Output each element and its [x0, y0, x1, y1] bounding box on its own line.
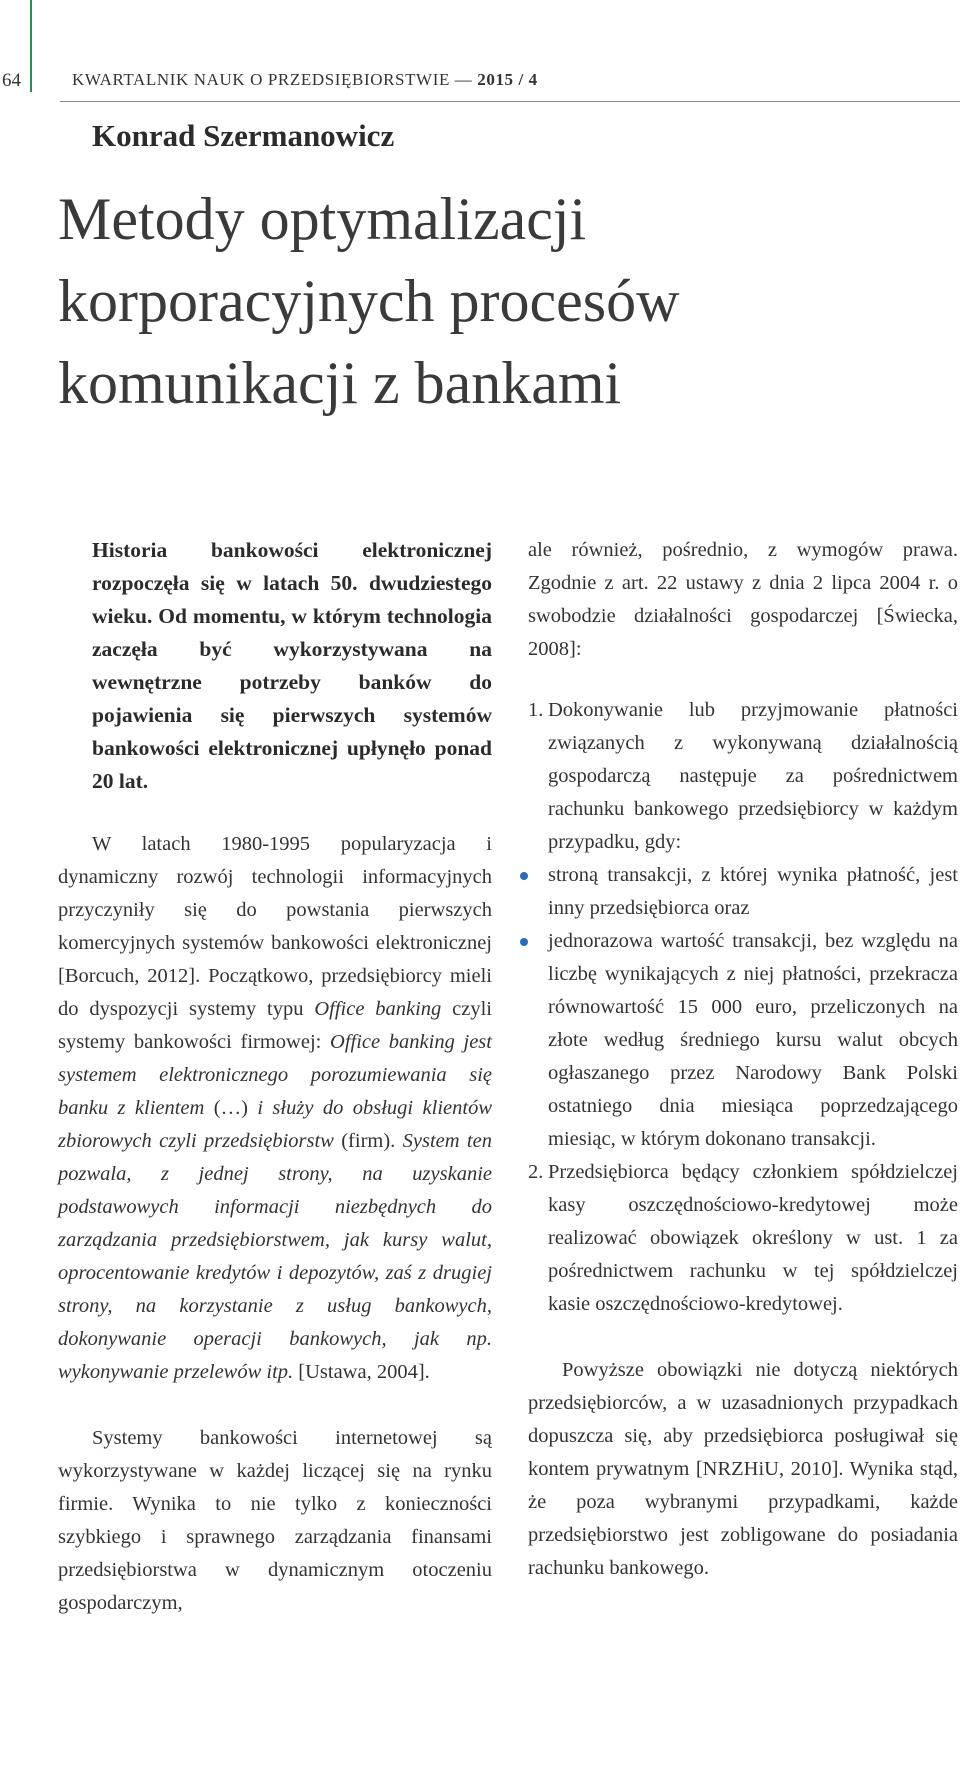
numbered-list [528, 694, 958, 1321]
bullet-icon [520, 872, 528, 880]
bullet-text: jednorazowa wartość transakcji, bez względu na liczbę wynikających z niej płatności, przekracza równowartość 15 000 euro, przeliczonych na złote według średniego kursu walut obcych ogłaszanego przez Narodowy Bank Polski ostatniego dnia miesiąca poprzedzającego miesiąc, w którym dokonano transakcji. [548, 930, 958, 1150]
journal-name: KWARTALNIK NAUK O PRZEDSIĘBIORSTWIE — [72, 70, 478, 89]
author-name: Konrad Szermanowicz [92, 118, 395, 153]
citation: [Ustawa, 2004]. [293, 1361, 430, 1383]
bullet-icon [520, 938, 528, 946]
journal-header [72, 70, 538, 90]
body-paragraph: ale również, pośrednio, z wymogów prawa. Zgodnie z art. 22 ustawy z dnia 2 lipca 2004 r. o swobodzie działalności gospodarczej [Świecka, 2008]: [528, 539, 958, 660]
bullet-list [548, 859, 958, 1156]
title-line: Metody optymalizacji [58, 186, 587, 252]
italic-quote: Office banking jest systemem elektronicznego porozumiewania się banku z klientem [58, 1031, 492, 1119]
italic-quote: System ten pozwala, z jednej strony, na uzyskanie podstawowych informacji niezbędnych do zarządzania przedsiębiorstwem, jak kursy walut, oprocentowanie kredytów i depozytów, zaś z drugiej strony, na korzystanie z usług bankowych, dokonywanie operacji bankowych, jak np. wykonywanie przelewów itp. [58, 1130, 492, 1383]
list-item-text: Dokonywanie lub przyjmowanie płatności związanych z wykonywaną działalnością gospodarczą następuje za pośrednictwem rachunku bankowego przedsiębiorcy w każdym przypadku, gdy: [548, 699, 958, 853]
italic-term: Office banking [314, 998, 442, 1020]
italic-quote: i służy do obsługi klientów zbiorowych czyli przedsiębiorstw [58, 1097, 492, 1152]
bullet-item [520, 925, 958, 1156]
list-item-text: Przedsiębiorca będący członkiem spółdzielczej kasy oszczędnościowo-kredytowej może realizować obowiązek określony w ust. 1 za pośrednictwem rachunku w tej spółdzielczej kasie oszczędnościowo-kredytowej. [548, 1161, 958, 1315]
list-number: 1. [528, 699, 544, 721]
list-item [528, 694, 958, 1156]
title-line: komunikacji z bankami [58, 350, 622, 416]
right-column [528, 534, 958, 1585]
lead-paragraph: Historia bankowości elektronicznej rozpoczęła się w latach 50. dwudziestego wieku. Od momentu, w którym technologia zaczęła być wykorzystywana na wewnętrzne potrzeby banków do pojawienia się pierwszych systemów bankowości elektronicznej upłynęło ponad 20 lat. [92, 538, 492, 793]
body-paragraph [58, 828, 492, 1389]
header-divider [60, 101, 960, 102]
text-run: (firm). [333, 1130, 403, 1152]
journal-issue: 2015 / 4 [477, 70, 538, 89]
title-line: korporacyjnych procesów [58, 268, 680, 334]
text-run: czyli systemy bankowości firmowej: [58, 998, 492, 1053]
list-item [528, 1156, 958, 1321]
text-run: W latach 1980-1995 popularyzacja i dynamiczny rozwój technologii informacyjnych przyczyniły się do powstania pierwszych komercyjnych systemów bankowości elektronicznej [Borcuch, 2012]. Początkowo, przedsiębiorcy mieli do dyspozycji systemy typu [58, 833, 492, 1020]
article-title [58, 178, 938, 424]
bullet-text: stroną transakcji, z której wynika płatność, jest inny przedsiębiorca oraz [548, 864, 958, 919]
body-paragraph: Systemy bankowości internetowej są wykorzystywane w każdej liczącej się na rynku firmie. Wynika to nie tylko z konieczności szybkiego i sprawnego zarządzania finansami przedsiębiorstwa w dynamicznym otoczeniu gospodarczym, [58, 1427, 492, 1614]
page-number: 64 [2, 70, 21, 91]
body-paragraph: Powyższe obowiązki nie dotyczą niektórych przedsiębiorców, a w uzasadnionych przypadkach dopuszcza się, aby przedsiębiorca posługiwał się kontem prywatnym [NRZHiU, 2010]. Wynika stąd, że poza wybranymi przypadkami, każde przedsiębiorstwo jest zobligowane do posiadania rachunku bankowego. [528, 1359, 958, 1579]
margin-rule [30, 0, 32, 92]
left-column [58, 534, 492, 1620]
list-number: 2. [528, 1161, 544, 1183]
bullet-item [520, 859, 958, 925]
text-run: (…) [204, 1097, 258, 1119]
